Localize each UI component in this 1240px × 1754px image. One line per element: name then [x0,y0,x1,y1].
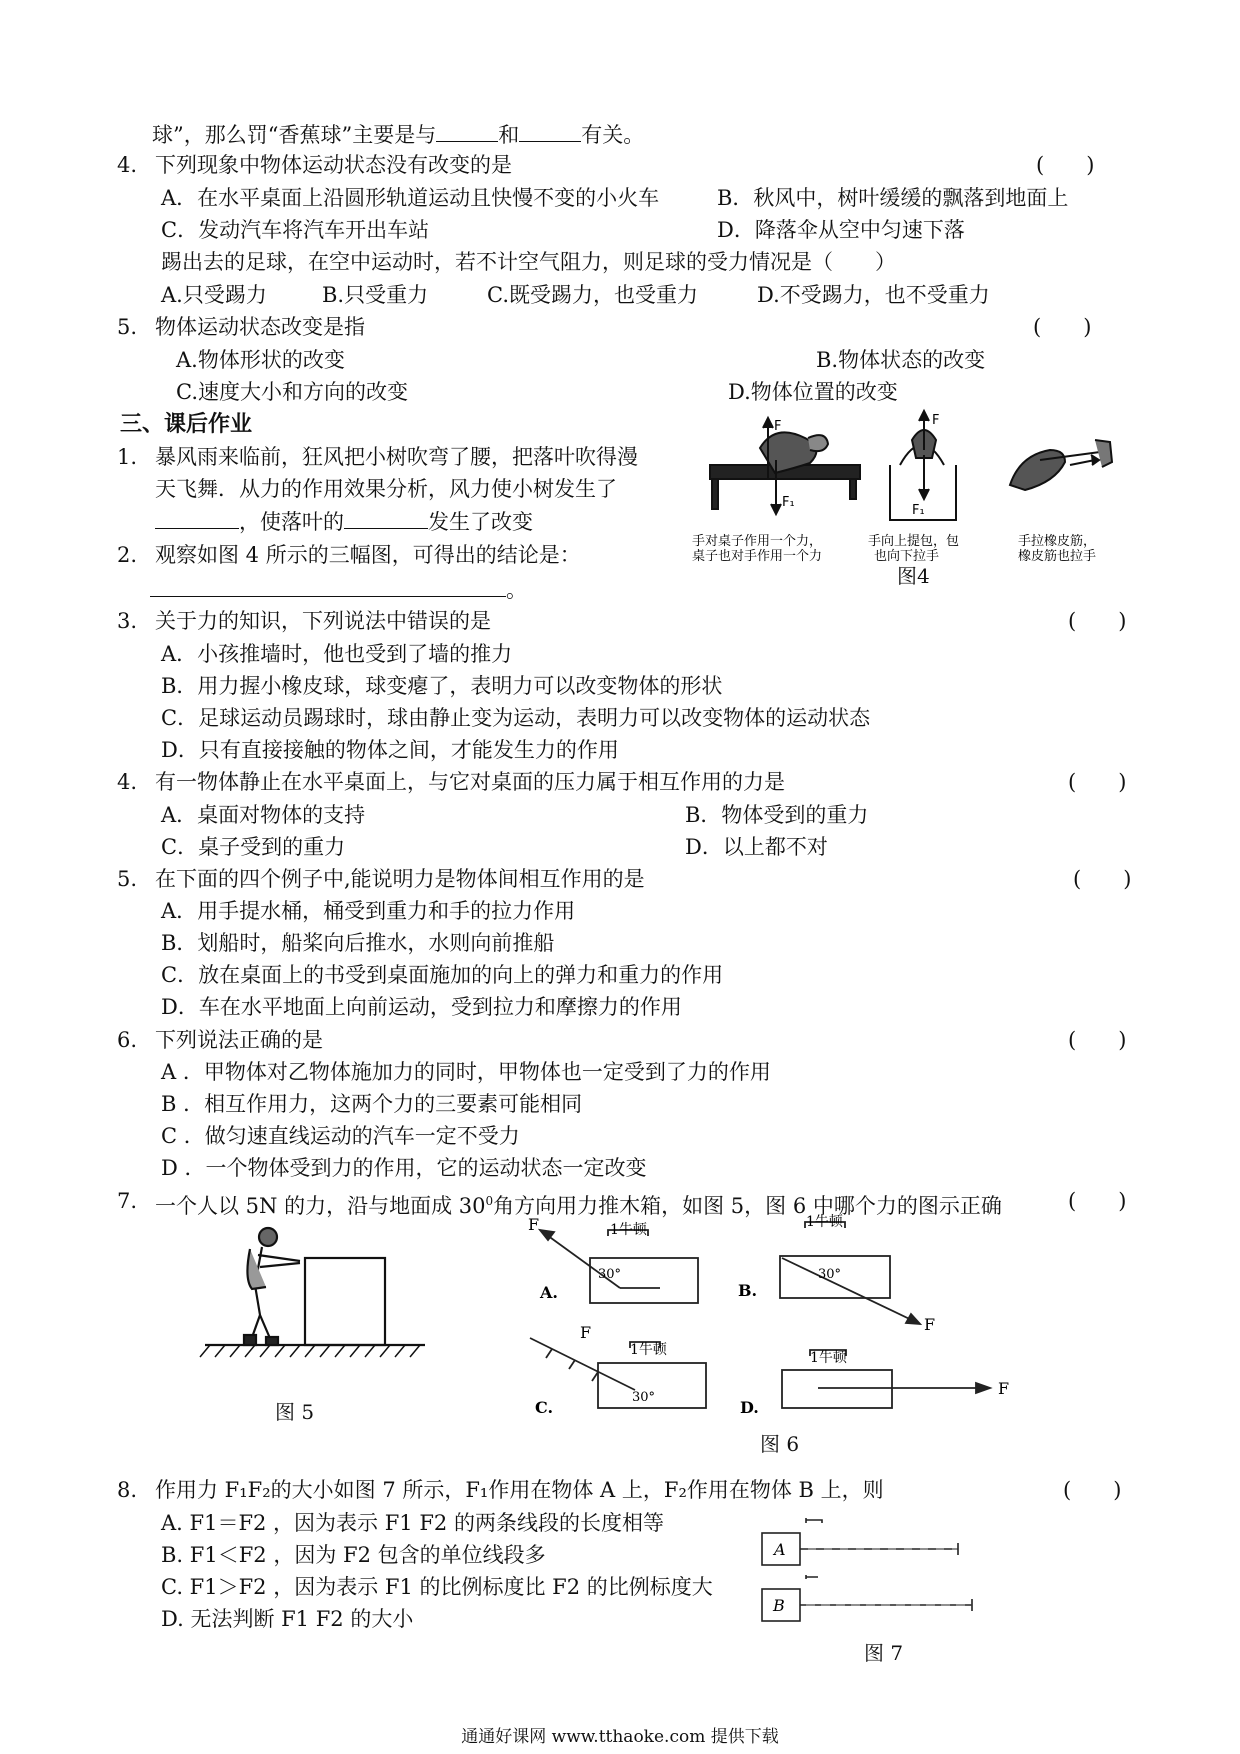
fig4-caption-1a: 手对桌子作用一个力， [692,534,823,549]
fig4-label-f: F [774,419,782,434]
h2-answer-line: 。 [150,576,527,603]
fig6-a-f-label: F [528,1215,540,1234]
fig6-panel-b [780,1222,920,1324]
fig6-c-angle: 30° [632,1390,656,1405]
q4a-option-b[interactable]: B．秋风中，树叶缓缓的飘落到地面上 [717,186,1069,210]
h5-number: 5. [117,867,138,891]
h5-option-a[interactable]: A．用手提水桶，桶受到重力和手的拉力作用 [161,899,576,923]
q4a-number: 4. [117,153,138,177]
figure-7 [760,1515,1000,1625]
h6-option-b[interactable]: B ．相互作用力，这两个力的三要素可能相同 [161,1092,583,1116]
fig6-label-b[interactable]: B. [738,1281,758,1300]
q4a-option-a[interactable]: A．在水平桌面上沿圆形轨道运动且快慢不变的小火车 [161,186,660,210]
h2-stem: 观察如图 4 所示的三幅图，可得出的结论是： [155,543,581,567]
h4-stem: 有一物体静止在水平桌面上，与它对桌面的压力属于相互作用的力是 [155,770,785,794]
fig6-b-f-label: F [924,1315,936,1334]
h4-option-c[interactable]: C．桌子受到的重力 [161,835,346,859]
fig4-label-f-2: F [932,413,940,428]
h7-stem: 一个人以 5N 的力，沿与地面成 $30^0$角方向用力推木箱，如图 5，图 6 中哪个力的图示正确 [155,1194,1002,1218]
blank-2[interactable] [519,121,581,142]
h1-line3: ，使落叶的 发生了改变 [155,508,533,535]
fig6-b-angle: 30° [818,1267,842,1282]
fig4-caption: 图4 [897,564,930,588]
h3-paren[interactable]: ( ) [1068,609,1127,633]
h6-stem: 下列说法正确的是 [155,1028,323,1052]
h6-option-a[interactable]: A ．甲物体对乙物体施加力的同时，甲物体也一定受到了力的作用 [161,1060,771,1084]
kick-option-d[interactable]: D.不受踢力，也不受重力 [757,283,990,307]
fig6-a-unit: 1牛顿 [610,1222,647,1238]
fig6-caption: 图 6 [760,1432,800,1456]
q4a-stem: 下列现象中物体运动状态没有改变的是 [155,153,512,177]
h1-line2: 天飞舞．从力的作用效果分析，风力使小树发生了 [155,477,617,501]
fig7-label-a: A [774,1540,786,1559]
h6-option-d[interactable]: D ．一个物体受到力的作用，它的运动状态一定改变 [161,1156,647,1180]
h5-option-c[interactable]: C．放在桌面上的书受到桌面施加的向上的弹力和重力的作用 [161,963,724,987]
section-heading: 三、课后作业 [120,412,253,437]
fig4-label-f1-2: F₁ [912,503,925,518]
h8-option-a[interactable]: A. F1＝F2 ，因为表示 F1 F2 的两条线段的长度相等 [161,1511,664,1535]
h3-option-d[interactable]: D．只有直接接触的物体之间，才能发生力的作用 [161,738,619,762]
kick-option-a[interactable]: A.只受踢力 [161,283,267,307]
h6-option-c[interactable]: C ．做匀速直线运动的汽车一定不受力 [161,1124,520,1148]
h8-option-c[interactable]: C. F1＞F2 ，因为表示 F1 的比例标度比 F2 的比例标度大 [161,1575,713,1599]
h8-option-d[interactable]: D. 无法判断 F1 F2 的大小 [161,1607,414,1631]
kick-stem: 踢出去的足球，在空中运动时，若不计空气阻力，则足球的受力情况是（ ） [161,250,896,274]
fig4-caption-2b: 也向下拉手 [874,549,940,564]
h3-option-a[interactable]: A．小孩推墙时，他也受到了墙的推力 [161,642,513,666]
q4a-paren[interactable]: ( ) [1036,153,1095,177]
fig6-a-angle: 30° [598,1267,622,1282]
q5a-option-d[interactable]: D.物体位置的改变 [728,380,898,404]
fig6-label-a[interactable]: A. [540,1283,558,1302]
h3-number: 3. [117,609,138,633]
fig4-caption-3b: 橡皮筋也拉手 [1018,549,1097,564]
blank-3[interactable] [155,508,239,529]
h3-option-c[interactable]: C．足球运动员踢球时，球由静止变为运动，表明力可以改变物体的运动状态 [161,706,871,730]
h6-paren[interactable]: ( ) [1068,1028,1127,1052]
blank-4[interactable] [344,508,428,529]
figure-6 [520,1214,1040,1418]
h7-number: 7. [117,1189,138,1213]
h4-option-b[interactable]: B．物体受到的重力 [685,803,869,827]
h4-paren[interactable]: ( ) [1068,770,1127,794]
h8-paren[interactable]: ( ) [1063,1478,1122,1502]
fig7-caption: 图 7 [864,1641,904,1665]
fig4-caption-1b: 桌子也对手作用一个力 [692,549,823,564]
h8-stem: 作用力 F₁F₂的大小如图 7 所示，F₁作用在物体 A 上，F₂作用在物体 B 上，则 [155,1478,884,1502]
fig6-c-unit: 1牛顿 [630,1342,667,1358]
h3-stem: 关于力的知识，下列说法中错误的是 [155,609,491,633]
h3-option-b[interactable]: B．用力握小橡皮球，球变瘪了，表明力可以改变物体的形状 [161,674,723,698]
q5a-option-c[interactable]: C.速度大小和方向的改变 [176,380,408,404]
kick-option-b[interactable]: B.只受重力 [322,283,429,307]
fig4-caption-2a: 手向上提包，包 [868,534,960,549]
q5a-option-a[interactable]: A.物体形状的改变 [176,348,345,372]
h8-option-b[interactable]: B. F1＜F2 ，因为 F2 包含的单位线段多 [161,1543,546,1567]
h1-line1: 暴风雨来临前，狂风把小树吹弯了腰，把落叶吹得漫 [155,445,638,469]
fig4-rubber-band-drawing [1010,440,1112,490]
kick-option-c[interactable]: C.既受踢力，也受重力 [487,283,698,307]
figure-5 [200,1225,440,1365]
h6-number: 6. [117,1028,138,1052]
h4-option-d[interactable]: D．以上都不对 [685,835,828,859]
h5-option-b[interactable]: B．划船时，船桨向后推水，水则向前推船 [161,931,555,955]
fig6-b-unit: 1牛顿 [806,1214,843,1230]
h5-option-d[interactable]: D．车在水平地面上向前运动，受到拉力和摩擦力的作用 [161,995,682,1019]
h4-number: 4. [117,770,138,794]
q4a-option-c[interactable]: C．发动汽车将汽车开出车站 [161,218,430,242]
fig4-label-f1: F₁ [782,495,795,510]
intro-line: 球”，那么罚“香蕉球”主要是与 和 有关。 [152,123,645,147]
h5-paren[interactable]: ( ) [1073,867,1132,891]
q4a-option-d[interactable]: D．降落伞从空中匀速下落 [717,218,965,242]
fig6-d-unit: 1牛顿 [810,1350,847,1366]
fig6-d-f-label: F [998,1379,1010,1398]
blank-1[interactable] [436,121,498,142]
footer: 通通好课网 www.tthaoke.com 提供下载 [461,1727,779,1747]
h4-option-a[interactable]: A．桌面对物体的支持 [161,803,366,827]
fig6-panel-c [530,1338,706,1408]
q5a-number: 5. [117,315,138,339]
fig6-label-d[interactable]: D. [740,1398,759,1417]
h8-number: 8. [117,1478,138,1502]
fig5-caption: 图 5 [275,1400,315,1424]
h2-number: 2. [117,543,138,567]
q5a-paren[interactable]: ( ) [1033,315,1092,339]
fig6-c-f-label: F [580,1323,592,1342]
blank-5[interactable] [150,576,506,597]
q5a-option-b[interactable]: B.物体状态的改变 [816,348,986,372]
fig6-label-c[interactable]: C. [535,1398,554,1417]
figure-4 [692,410,1120,564]
h7-paren[interactable]: ( ) [1068,1189,1127,1213]
h1-number: 1. [117,445,138,469]
q5a-stem: 物体运动状态改变是指 [155,315,365,339]
fig4-caption-3a: 手拉橡皮筋， [1018,534,1097,549]
fig5-drawing [200,1228,425,1357]
h5-stem: 在下面的四个例子中,能说明力是物体间相互作用的是 [155,867,645,891]
fig7-label-b: B [773,1596,785,1615]
